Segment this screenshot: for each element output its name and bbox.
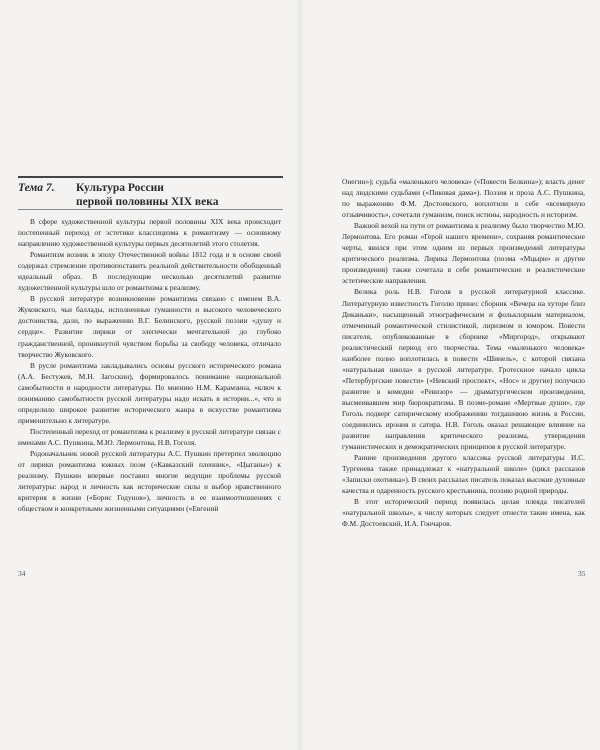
paragraph: Важной вехой на пути от романтизма к реализму было творчество М.Ю. Лермонтова. Его роман «Герой нашего времени», сохраняя романтические черты, явился при этом одним из первых произведений литературы критического реализма. Лирика Лермонтова (поэма «Мцыри» и другие произведения) также сочетала в себе романтические и реалистические эстетические направления. (342, 221, 585, 286)
paragraph: Постепенный переход от романтизма к реализму в русской литературе связан с именами А.С. Пушкина, М.Ю. Лермонтова, Н.В. Гоголя. (18, 426, 281, 447)
paragraph: В сфере художественной культуры первой половины XIX века происходит постепенный переход от эстетики классицизма к романтизму — основному направлению художественной культуры первых десятилетий этого столетия. (18, 217, 281, 249)
left-text-column (18, 216, 281, 514)
paragraph: Онегин»); судьба «маленького человека» («Повести Белкина»); власть денег над людскими судьбами («Пиковая дама»). Поэзия и проза А.С. Пушкина, по выражению Ф.М. Достоевского, воплотили в себе «всемирную отзывчивость», сочетали гуманизм, поиск истины, народность и историзм. (342, 177, 585, 220)
topic-number: Тема 7. (18, 182, 55, 194)
right-text-column (342, 176, 585, 530)
paragraph: В русле романтизма закладывались основы русского исторического романа (А.А. Бестужев, М.Н. Загоскин), формировалось понимание национальной самобытности и народности литературы. По мнению Н.М. Карамзина, «ключ к пониманию самобытности русской литературы надо искать в истории...», что и определило широкое развитие исторического жанра в искусстве романтизма применительно к литературе. (18, 360, 281, 425)
page-number-right: 35 (578, 569, 586, 578)
page-number-left: 34 (18, 569, 26, 578)
topic-title (76, 181, 218, 209)
paragraph: В русской литературе возникновение романтизма связано с именем В.А. Жуковского, чьи баллады, исполненные гуманности и высокого человеческого достоинства, дали, по выражению В.Г. Белинского, русской поэзии «душу и сердце». Развитие лирики от элегически мечтательной до глубоко гражданственной, проникнутой чувством борьбы за свободу человека, отличало творчество Жуковского. (18, 294, 281, 359)
topic-title-line1: Культура России (76, 182, 164, 194)
right-page (300, 0, 600, 750)
topic-title-line2: первой половины XIX века (76, 196, 219, 208)
paragraph: Ранние произведения другого классика русской литературы И.С. Тургенева также принадлежат к «натуральной школе» (цикл рассказов «Записки охотника»). В своих рассказах писатель показал высокие духовные качества и одаренность русского крестьянина, поэзию родной природы. (342, 453, 585, 496)
paragraph: Романтизм возник в эпоху Отечественной войны 1812 года и в основе своей содержал стремление противопоставить реальной действительности обобщенный идеальный образ. В последующие несколько десятилетий развитие художественной культуры шло от романтизма к реализму. (18, 250, 281, 293)
paragraph: В этот исторический период появилась целая плеяда писателей «натуральной школы», к числу которых следует отнести такие имена, как Ф.М. Достоевский, И.А. Гончаров. (342, 497, 585, 529)
paragraph: Велика роль Н.В. Гоголя в русской литературной классике. Литературную известность Гоголю принес сборник «Вечера на хуторе близ Диканьки», насыщенный этнографическим и фольклорным материалом, отмеченный романтической стилистикой, лиризмом и юмором. Повести писателя, опубликованные в сборнике «Миргород», открывают реалистический период его творчества. Тема «маленького человека» наиболее полно воплотилась в повести «Шинель», с которой связана «натуральная школа» в русской литературе. Гротескное начало цикла «Петербургские повести» («Невский проспект», «Нос» и другие) получило развитие в комедии «Ревизор» — драматургическом произведении, высмеивавшем мир бюрократизма. В поэме-романе «Мертвые души», где Гоголь подверг сатирическому изображению тогдашнюю жизнь в России, соединились ирония и сатира. Н.В. Гоголь оказал решающее влияние на развитие направления критического реализма, утверждения гуманистических и демократических принципов в русской литературе. (342, 287, 585, 452)
topic-header (18, 176, 283, 210)
paragraph: Родоначальник новой русской литературы А.С. Пушкин претерпел эволюцию от лирики романтизма южных поэм («Кавказский пленник», «Цыганы») к реализму. Пушкин впервые поставил многие ведущие проблемы русской литературы: народ и личность как исторические силы и выбор нравственного критерия в жизни («Борис Годунов»), личность в ее взаимоотношениях с обществом и конкретными жизненными ситуациями («Евгений (18, 448, 281, 514)
